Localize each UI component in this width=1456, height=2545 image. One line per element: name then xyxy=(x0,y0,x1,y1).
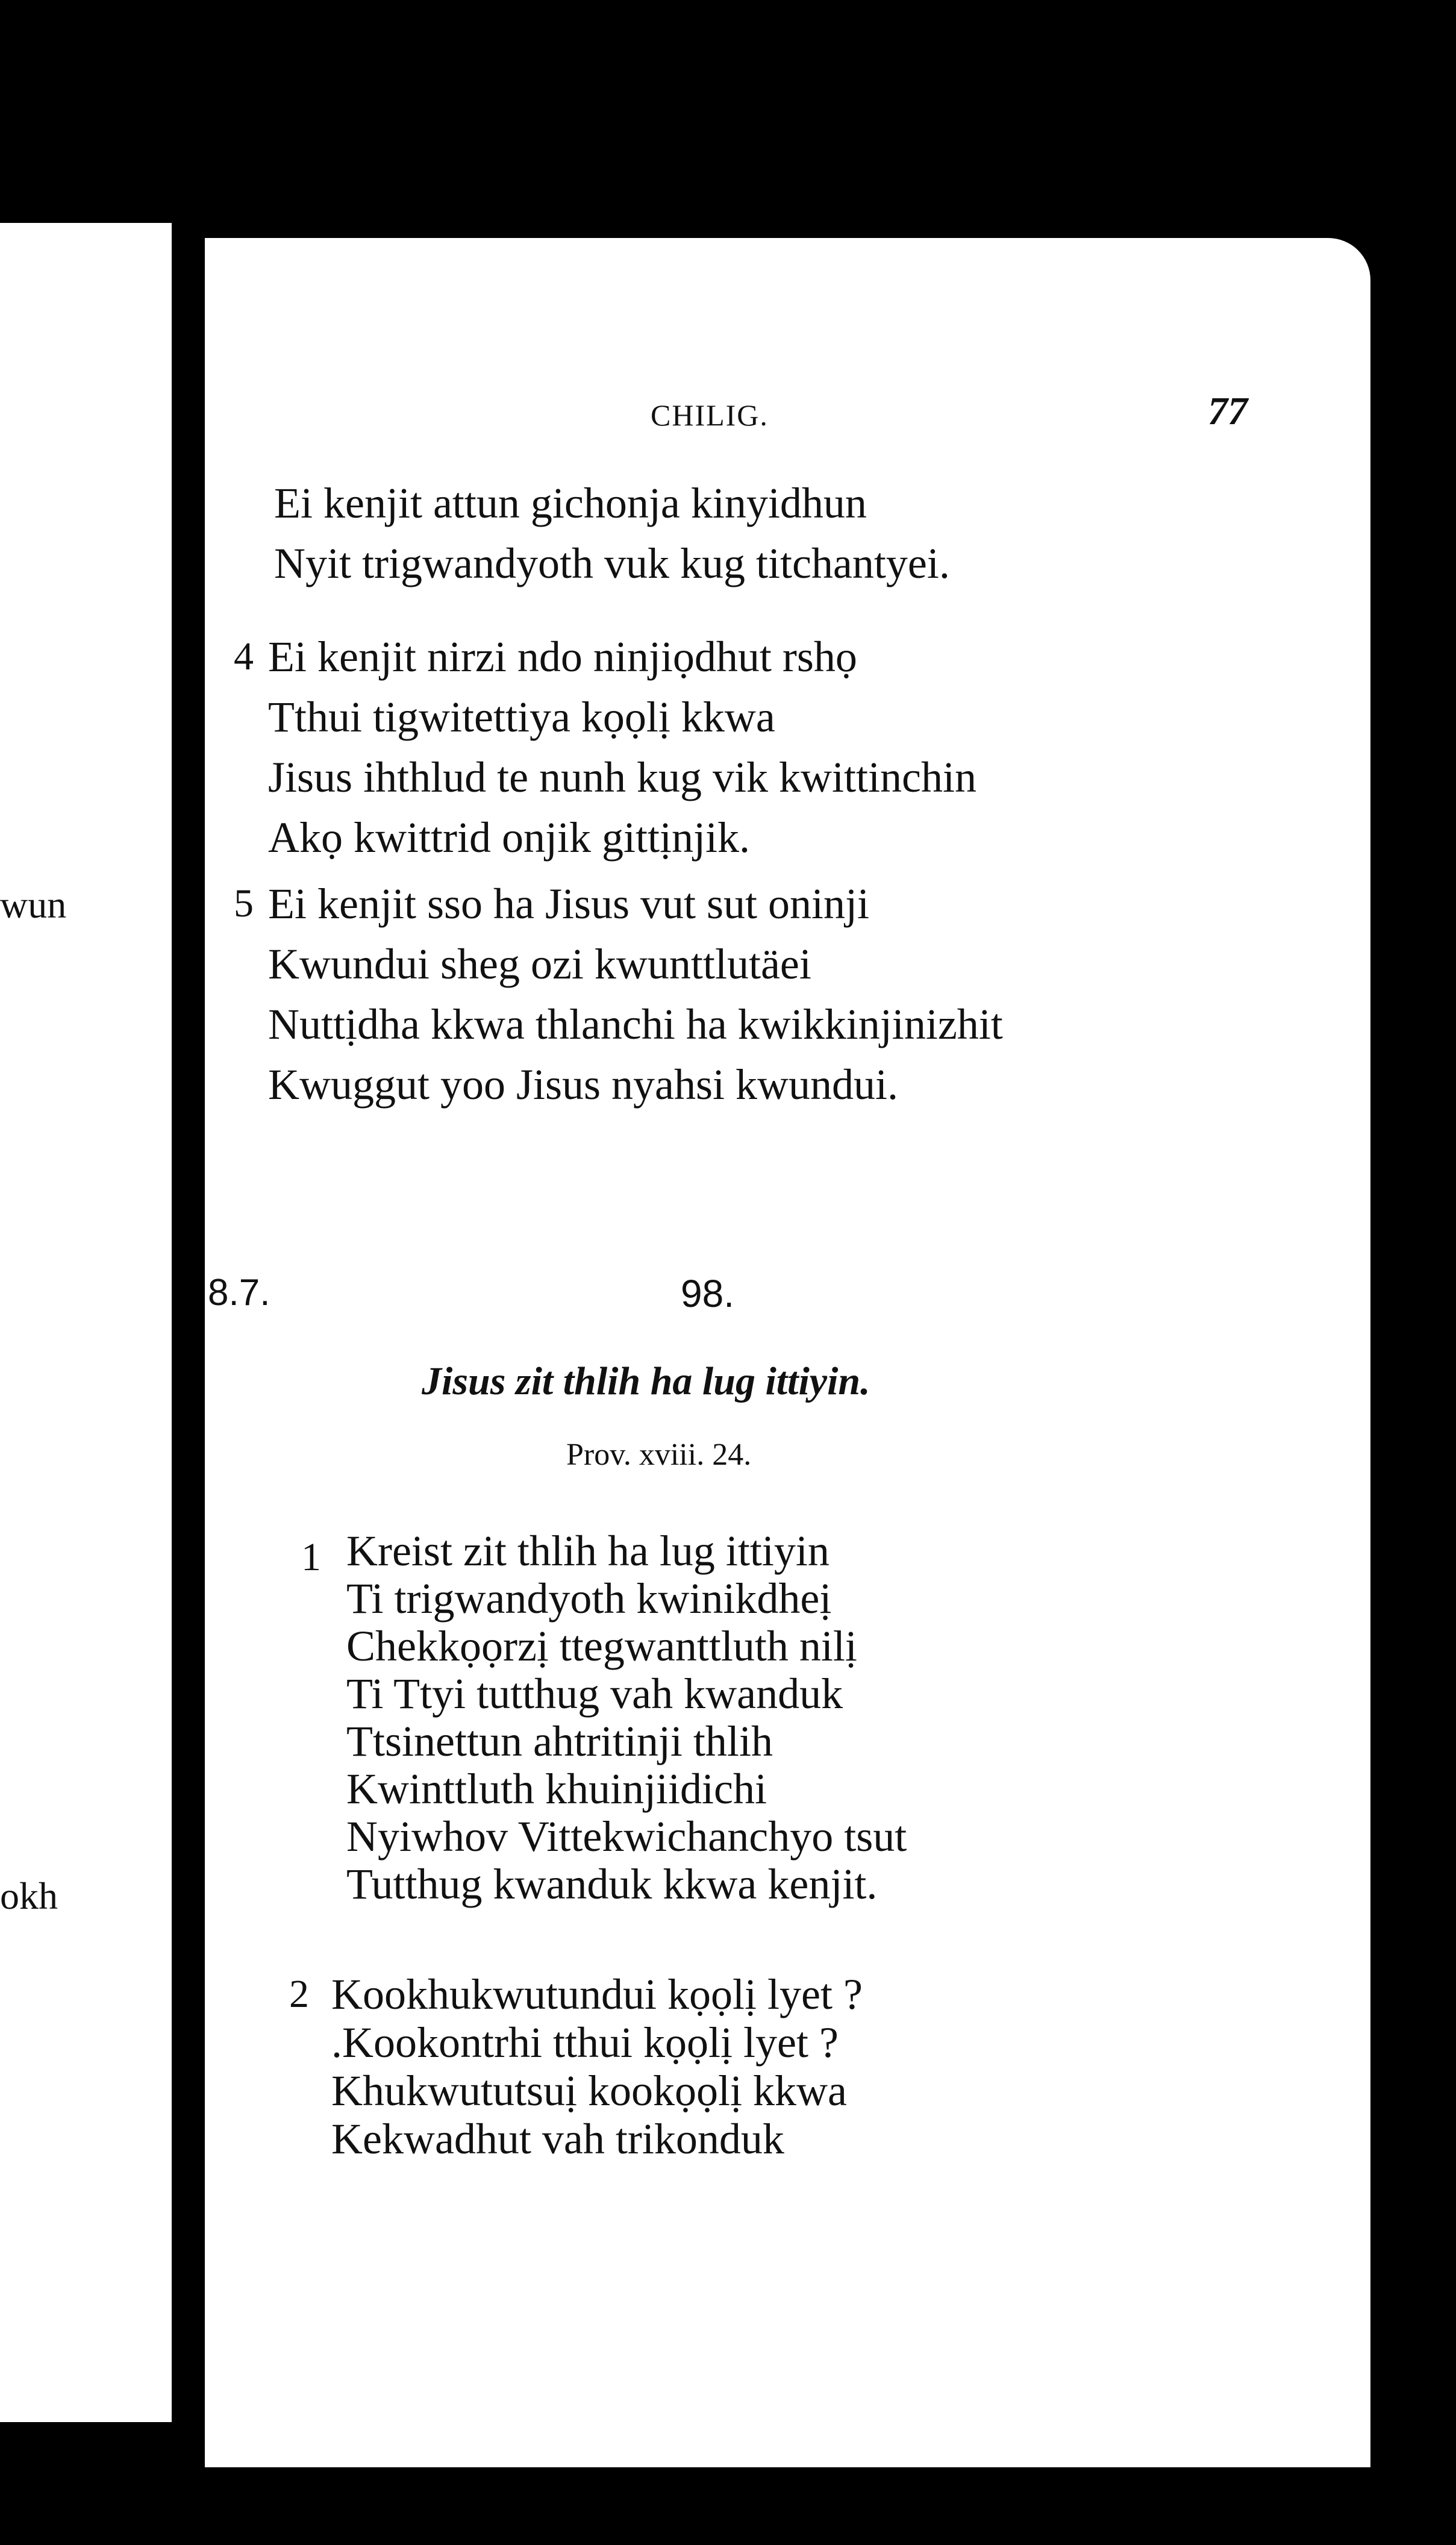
hymn-number: 98. xyxy=(681,1272,734,1315)
verse-line: Khukwututsuị kookọọlị kkwa xyxy=(331,2067,847,2115)
verse-line: Kwinttluth khuinjiidichi xyxy=(346,1765,767,1813)
hymn-stanza-1 xyxy=(346,1527,907,1908)
verse-line: Jisus ihthlud te nunh kug vik kwittinchin xyxy=(268,753,977,801)
left-facing-page xyxy=(0,223,172,2422)
verse-line: Kwuggut yoo Jisus nyahsi kwundui. xyxy=(268,1060,899,1109)
scripture-reference: Prov. xviii. 24. xyxy=(566,1438,752,1472)
stanza-number: 2 xyxy=(289,1972,309,2016)
verse-line: Kreist zit thlih ha lug ittiyin xyxy=(346,1527,830,1575)
verse-line: Ti trigwandyoth kwinikdheị xyxy=(346,1574,832,1623)
verse-line: Kwundui sheg ozi kwunttlutäei xyxy=(268,940,811,988)
hymn-stanza-2 xyxy=(331,1970,863,2163)
verse-line: Nyit trigwandyoth vuk kug titchantyei. xyxy=(274,539,950,587)
left-page-fragment: wun xyxy=(0,883,67,926)
verse-line: Ei kenjit sso ha Jisus vut sut oninji xyxy=(268,880,870,928)
verse-line: Ei kenjit nirzi ndo ninjiọdhut rshọ xyxy=(268,633,857,681)
verse-line: Ti Ttyi tutthug vah kwanduk xyxy=(346,1670,843,1718)
left-page-fragment: okh xyxy=(0,1874,58,1917)
stanza-number: 5 xyxy=(234,881,254,925)
page-number: 77 xyxy=(1208,389,1248,433)
book-page xyxy=(205,238,1370,2467)
running-header: CHILIG. xyxy=(651,398,769,432)
stanza-5 xyxy=(268,874,1003,1115)
verse-line: Kookhukwutundui kọọlị lyet ? xyxy=(331,1970,863,2018)
hymn-meter: 8.7. xyxy=(208,1272,270,1313)
stanza-number: 1 xyxy=(301,1535,321,1579)
verse-line: Kekwadhut vah trikonduk xyxy=(331,2115,784,2163)
verse-line: Akọ kwittrid onjik gittịnjik. xyxy=(268,813,751,862)
verse-line: Tutthug kwanduk kkwa kenjit. xyxy=(346,1860,878,1908)
verse-line: Chekkọọrzị ttegwanttluth nilị xyxy=(346,1622,857,1670)
hymn-title: Jisus zit thlih ha lug ittiyin. xyxy=(422,1359,870,1403)
verse-line: Nyiwhov Vittekwichanchyo tsut xyxy=(346,1812,907,1861)
verse-line: Nuttịdha kkwa thlanchi ha kwikkinjinizhit xyxy=(268,1000,1003,1048)
verse-line: Tthui tigwitettiya kọọlị kkwa xyxy=(268,693,775,741)
stanza-number: 4 xyxy=(234,634,254,678)
stanza-4 xyxy=(268,627,976,868)
verse-line: .Kookontrhi tthui kọọlị lyet ? xyxy=(331,2018,839,2067)
verse-line: Ttsinettun ahtritinji thlih xyxy=(346,1717,773,1765)
continuation-lines xyxy=(274,473,950,593)
verse-line: Ei kenjit attun gichonja kinyidhun xyxy=(274,479,867,527)
